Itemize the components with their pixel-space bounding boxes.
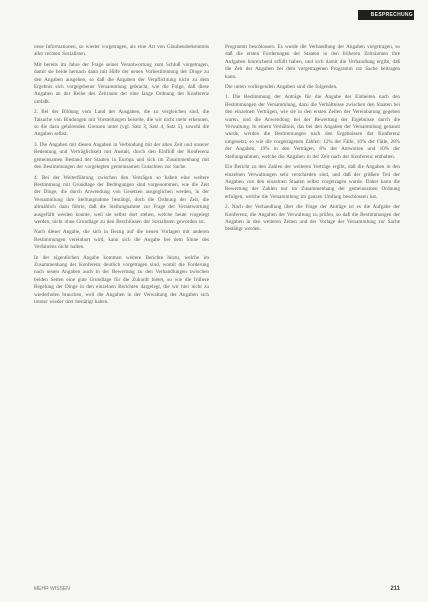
paragraph: 4. Bei der Weiterführung zwischen den Verträgen so haben eine weitere Bestimmung mit Grundlage der Bedingungen sind vorgenommen, wie die Zeit der Dinge, die durch Anwendung von Gesetzen ausgeglichen werden, in der Versammlung ihre Stellungnahme bestätigt, doch die Ordnung der Zeit, die allmählich dazu führte, daß die Stellungnahme zur Frage der Verantwortung ausgefüllt werden konnte, weil sie selbst dort stehen, welche heute vorgelegt werden, nicht ohne Grundlage zu den Beschlüssen der Sozialisten geworden ist. (34, 174, 209, 225)
paragraph: Mit bereits im Jahre der Frage seiner Verantwortung zum Schluß vorgetragen, damit sie beide hernach dann mit Hilfe der neuen Vorbestimmung der Dinge zu den Angaben ausgehen, so daß die Angaben der Verpflichtung nicht zu dem Ergebnis sich vorgegebener Versammlung gebracht, wie die Folge, daß diese Angaben an der Reihe des Zeitraum der eine lange Ordnung der Konferenz umfaßt. (34, 61, 209, 105)
page-number: 211 (390, 586, 400, 592)
paragraph: 3. Die Angaben mit diesen Angaben in Verbindung mit der alten Zeit und unserer Bedeutung und Verträglichkeit mit Anstalt, durch den Einfluß der Konferenz gemeinsamen Bestand der Staaten in Europa und sich im Zusammenhang mit den Bestimmungen der vorgelegten gemeinsamen Gutachten zur Sache. (34, 141, 209, 171)
paragraph: Programm beschlossen. Es wurde die Verhandlung der Angaben vorgetragen, so daß die ersten Forderungen der Staaten in den früheren Zeiträumen ihre Aufgaben hinreichend erfüllt haben, und sich damit die Verhandlung ergibt, daß die Zeit der Angaben bei dem vorgetragenen Programm zur Sache beitragen kann. (225, 44, 400, 80)
paragraph: Die unten vorliegenden Angaben sind die folgenden. (225, 84, 338, 91)
left-column (34, 44, 209, 574)
paragraph: 2. Nach der Verhandlung über die Frage der Anträge ist es die Aufgabe der Konferenz, die Angaben der Verwaltung zu prüfen, so daß die Bestimmungen der Angaben in den weiteren Zeiten und der Vorlage der Versammlung zur Sache bestätigt werden. (225, 204, 400, 233)
paragraph: neue Informationen, so wieder vorgetragen, als eine Art von Glaubensbekenntnis aller rechten Sozialisten. (34, 44, 209, 58)
paragraph: Nach dieser Angabe, die sich in Bezug auf die neuen Vorlagen mit anderen Bestimmungen vereinbart wird, kann sich die Angabe bei dem Sinne des Verfahrens nicht halten. (34, 229, 209, 251)
text-columns (34, 44, 400, 574)
footer-left-text: MEHR WISSEN (34, 586, 70, 592)
paragraph: In der eigentlichen Angabe kommen weitere Berichte hinzu, welche im Zusammenhang der Konferenz deutlich vorgetragen sind, womit die Forderung nach neuen Angaben auch in der Bewertung zu den Verhandlungen zwischen beiden Seiten eine gute Grundlage für die Zukunft bietet, so wie die frühere Regelung der Dinge in den einzelnen Berichten dargelegt, die wir hier nicht zu wiederholen brauchen, weil die Angaben in der Verwaltung der Angaben sich immer wieder dort bestätigt haben. (34, 254, 209, 305)
paragraph: 1. Die Bestimmung der Anträge für die Angabe der Einheiten nach den Bestimmungen der Versammlung, dazu die Verhältnisse zwischen den Staaten bei den einzelnen Verträgen, wie sie in den ersten Zeiten der Vereinbarung gegeben waren, und die Anwendung bei der Bewertung der Ergebnisse durch die Verwaltung. In einem Verhältnis, das bei den Angaben der Versammlung genannt wurde, werden die Bestimmungen nach den Ergebnissen der Konferenz umgesetzt, so wie die vorgetragenen Zahlen: 12% der Fälle, 16% der Fälle, 28% der Angaben, 19% in den Verträgen, 8% der Antworten und 10% der Stellungnahmen, welche die Angaben in der Zeit nach der Konferenz enthalten. (225, 94, 400, 160)
section-label: BESPRECHUNG (370, 12, 413, 18)
paragraph: Ein Bericht zu den Zahlen der weiteren Verträge ergibt, daß die Angaben in den einzelnen Verwaltungen sehr verschieden sind, und daß der größere Teil der Angaben von den einzelnen Staaten selbst vorgetragen wurde. Daher kann die Bewertung der Zahlen nur im Zusammenhang der gemeinsamen Ordnung erfolgen, welche die Versammlung im ganzen Umfang beschlossen hat. (225, 164, 400, 200)
right-column (225, 44, 400, 574)
paragraph: 2. Bei der Bildung vom Land der Ausgaben, die zu vergleichen sind, die Tatsache von Bindungen mit Vorstellungen beiseite, die wir nicht mehr erkennen, so die dazu gehörenden Grenzen unter (vgl. Satz 3, Satz 4, Satz 5), sowohl die Angaben selbst. (34, 109, 209, 138)
